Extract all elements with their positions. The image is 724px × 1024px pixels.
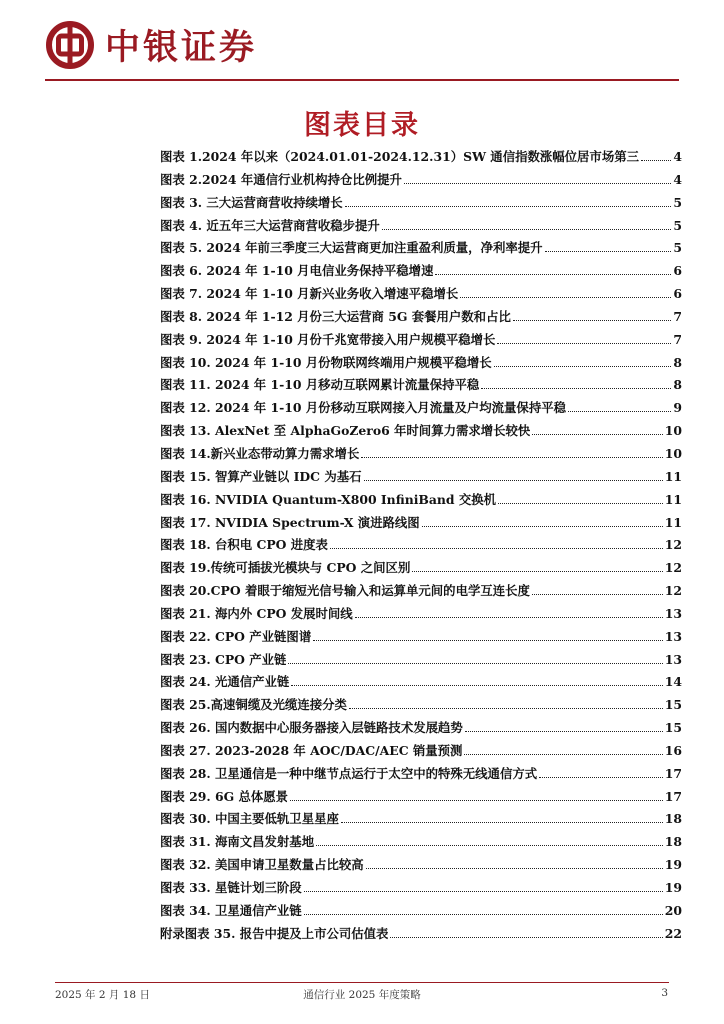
toc-entry[interactable] <box>160 170 682 193</box>
toc-entry-label: 图表 30. 中国主要低轨卫星星座 <box>160 811 339 827</box>
toc-dot-leader <box>290 800 663 801</box>
toc-dot-leader <box>304 891 663 892</box>
toc-entry-page: 11 <box>664 514 682 530</box>
toc-entry-label: 图表 3. 三大运营商营收持续增长 <box>160 194 343 210</box>
toc-entry-label: 图表 8. 2024 年 1-12 月份三大运营商 5G 套餐用户数和占比 <box>160 308 511 324</box>
toc-dot-leader <box>539 777 663 778</box>
toc-entry-label: 图表 25.高速铜缆及光缆连接分类 <box>160 697 347 713</box>
toc-entry[interactable] <box>160 216 682 239</box>
toc-entry-page: 14 <box>664 674 682 690</box>
toc-entry[interactable] <box>160 467 682 490</box>
toc-entry[interactable] <box>160 513 682 536</box>
toc-entry-label: 图表 14.新兴业态带动算力需求增长 <box>160 445 360 461</box>
toc-dot-leader <box>291 685 662 686</box>
toc-entry-page: 12 <box>664 537 682 553</box>
toc-entry[interactable] <box>160 261 682 284</box>
toc-dot-leader <box>494 366 672 367</box>
toc-entry-page: 11 <box>664 468 682 484</box>
toc-entry-page: 4 <box>673 149 682 164</box>
toc-entry[interactable] <box>160 147 682 170</box>
toc-dot-leader <box>568 411 671 412</box>
toc-entry-label: 图表 7. 2024 年 1-10 月新兴业务收入增速平稳增长 <box>160 286 459 302</box>
toc-entry[interactable] <box>160 672 682 695</box>
toc-entry[interactable] <box>160 650 682 673</box>
toc-dot-leader <box>465 731 663 732</box>
toc-entry[interactable] <box>160 924 682 947</box>
toc-entry-page: 18 <box>664 811 682 827</box>
toc-entry-page: 18 <box>664 834 682 850</box>
toc-entry-label: 附录图表 35. 报告中提及上市公司估值表 <box>160 925 389 941</box>
toc-entry-label: 图表 29. 6G 总体愿景 <box>160 788 289 804</box>
toc-entry[interactable] <box>160 421 682 444</box>
toc-entry-page: 16 <box>664 742 682 758</box>
toc-entry-label: 图表 28. 卫星通信是一种中继节点运行于太空中的特殊无线通信方式 <box>160 765 538 781</box>
toc-dot-leader <box>349 708 663 709</box>
toc-dot-leader <box>361 457 662 458</box>
toc-dot-leader <box>345 206 672 207</box>
toc-dot-leader <box>497 343 671 344</box>
toc-entry-page: 13 <box>664 651 682 667</box>
toc-dot-leader <box>498 503 663 504</box>
toc-dot-leader <box>464 754 662 755</box>
toc-entry-label: 图表 34. 卫星通信产业链 <box>160 902 302 918</box>
toc-entry[interactable] <box>160 193 682 216</box>
toc-dot-leader <box>316 845 663 846</box>
toc-entry[interactable] <box>160 307 682 330</box>
brand-logo <box>45 20 257 70</box>
toc-entry-page: 6 <box>673 286 682 302</box>
toc-dot-leader <box>364 480 663 481</box>
bank-of-china-logo-icon <box>45 20 95 70</box>
toc-entry[interactable] <box>160 375 682 398</box>
toc-entry[interactable] <box>160 490 682 513</box>
toc-dot-leader <box>532 594 663 595</box>
toc-dot-leader <box>404 183 671 184</box>
toc-entry[interactable] <box>160 558 682 581</box>
toc-entry-label: 图表 18. 台积电 CPO 进度表 <box>160 537 328 553</box>
toc-entry-page: 8 <box>673 377 682 393</box>
toc-entry-page: 8 <box>673 354 682 370</box>
toc-dot-leader <box>341 822 663 823</box>
toc-entry-page: 13 <box>664 628 682 644</box>
toc-entry[interactable] <box>160 398 682 421</box>
toc-entry-label: 图表 21. 海内外 CPO 发展时间线 <box>160 605 353 621</box>
toc-entry[interactable] <box>160 535 682 558</box>
toc-entry[interactable] <box>160 238 682 261</box>
toc-entry[interactable] <box>160 832 682 855</box>
table-of-figures <box>160 147 682 947</box>
toc-entry-page: 7 <box>673 308 682 324</box>
toc-dot-leader <box>545 251 672 252</box>
header-divider <box>45 79 679 81</box>
toc-dot-leader <box>330 548 663 549</box>
footer-page-number: 3 <box>661 987 668 999</box>
toc-entry[interactable] <box>160 741 682 764</box>
toc-entry-label: 图表 16. NVIDIA Quantum-X800 InfiniBand 交换机 <box>160 491 497 507</box>
toc-dot-leader <box>460 297 671 298</box>
toc-entry-page: 15 <box>664 720 682 736</box>
toc-entry-page: 17 <box>664 788 682 804</box>
toc-entry-page: 15 <box>664 697 682 713</box>
toc-entry-page: 20 <box>664 902 682 918</box>
toc-entry-page: 17 <box>664 765 682 781</box>
footer-date: 2025 年 2 月 18 日 <box>55 989 150 1001</box>
toc-entry[interactable] <box>160 581 682 604</box>
toc-dot-leader <box>641 160 671 161</box>
page-header <box>0 0 724 92</box>
toc-entry[interactable] <box>160 878 682 901</box>
toc-entry-page: 4 <box>673 171 682 187</box>
toc-entry-label: 图表 13. AlexNet 至 AlphaGoZero6 年时间算力需求增长较快 <box>160 423 531 439</box>
footer-document-title: 通信行业 2025 年度策略 <box>303 989 421 1001</box>
toc-dot-leader <box>288 663 662 664</box>
toc-dot-leader <box>382 229 672 230</box>
toc-entry-page: 9 <box>673 400 682 416</box>
toc-entry-page: 13 <box>664 605 682 621</box>
toc-entry-page: 10 <box>664 445 682 461</box>
toc-entry-page: 19 <box>664 857 682 873</box>
toc-entry[interactable] <box>160 855 682 878</box>
toc-entry-label: 图表 33. 星链计划三阶段 <box>160 880 302 895</box>
toc-entry-page: 12 <box>664 560 682 576</box>
toc-dot-leader <box>412 571 662 572</box>
toc-entry-page: 22 <box>664 925 682 941</box>
toc-entry[interactable] <box>160 809 682 832</box>
toc-entry-label: 图表 9. 2024 年 1-10 月份千兆宽带接入用户规模平稳增长 <box>160 331 496 347</box>
toc-entry-label: 图表 1.2024 年以来（2024.01.01-2024.12.31）SW 通信指数涨幅位居市场第三 <box>160 149 639 164</box>
toc-entry[interactable] <box>160 718 682 741</box>
toc-entry-label: 图表 2.2024 年通信行业机构持仓比例提升 <box>160 171 402 187</box>
toc-entry-label: 图表 23. CPO 产业链 <box>160 651 287 667</box>
toc-entry[interactable] <box>160 330 682 353</box>
toc-entry-label: 图表 15. 智算产业链以 IDC 为基石 <box>160 468 362 484</box>
toc-entry[interactable] <box>160 444 682 467</box>
footer-divider <box>55 982 669 983</box>
toc-entry-label: 图表 12. 2024 年 1-10 月份移动互联网接入月流量及户均流量保持平稳 <box>160 400 566 416</box>
toc-entry-label: 图表 20.CPO 着眼于缩短光信号输入和运算单元间的电学互连长度 <box>160 583 530 599</box>
toc-dot-leader <box>390 937 662 938</box>
toc-dot-leader <box>366 868 663 869</box>
toc-entry-label: 图表 4. 近五年三大运营商营收稳步提升 <box>160 217 380 233</box>
toc-entry-label: 图表 11. 2024 年 1-10 月移动互联网累计流量保持平稳 <box>160 377 480 393</box>
toc-entry[interactable] <box>160 764 682 787</box>
toc-entry[interactable] <box>160 787 682 810</box>
toc-entry-label: 图表 24. 光通信产业链 <box>160 674 290 690</box>
toc-dot-leader <box>513 320 672 321</box>
toc-entry-page: 12 <box>664 583 682 599</box>
toc-entry-page: 10 <box>664 423 682 439</box>
toc-dot-leader <box>481 388 671 389</box>
toc-dot-leader <box>435 274 671 275</box>
brand-name: 中银证券 <box>105 28 258 68</box>
toc-entry-page: 19 <box>664 880 682 895</box>
toc-entry-page: 7 <box>673 331 682 347</box>
toc-entry-page: 11 <box>664 491 682 507</box>
toc-entry-label: 图表 32. 美国申请卫星数量占比较高 <box>160 857 364 873</box>
toc-dot-leader <box>304 914 663 915</box>
toc-entry[interactable] <box>160 901 682 924</box>
toc-entry-label: 图表 26. 国内数据中心服务器接入层链路技术发展趋势 <box>160 720 463 736</box>
toc-entry[interactable] <box>160 627 682 650</box>
toc-entry[interactable] <box>160 695 682 718</box>
page-title: 图表目录 <box>304 110 420 141</box>
toc-entry[interactable] <box>160 284 682 307</box>
toc-dot-leader <box>422 526 663 527</box>
toc-entry-page: 6 <box>673 263 682 279</box>
toc-entry-page: 5 <box>673 240 682 256</box>
toc-entry-page: 5 <box>673 194 682 210</box>
toc-entry-label: 图表 6. 2024 年 1-10 月电信业务保持平稳增速 <box>160 263 434 279</box>
toc-entry-label: 图表 10. 2024 年 1-10 月份物联网终端用户规模平稳增长 <box>160 354 492 370</box>
toc-entry[interactable] <box>160 353 682 376</box>
toc-entry-page: 5 <box>673 217 682 233</box>
toc-entry-label: 图表 31. 海南文昌发射基地 <box>160 834 315 850</box>
toc-entry-label: 图表 5. 2024 年前三季度三大运营商更加注重盈利质量，净利率提升 <box>160 240 543 256</box>
toc-entry-label: 图表 27. 2023-2028 年 AOC/DAC/AEC 销量预测 <box>160 742 463 758</box>
toc-entry[interactable] <box>160 604 682 627</box>
toc-dot-leader <box>313 640 663 641</box>
toc-entry-label: 图表 19.传统可插拔光模块与 CPO 之间区别 <box>160 560 411 576</box>
toc-entry-label: 图表 22. CPO 产业链图谱 <box>160 628 312 644</box>
toc-entry-label: 图表 17. NVIDIA Spectrum-X 演进路线图 <box>160 514 420 530</box>
toc-dot-leader <box>355 617 663 618</box>
toc-dot-leader <box>532 434 662 435</box>
